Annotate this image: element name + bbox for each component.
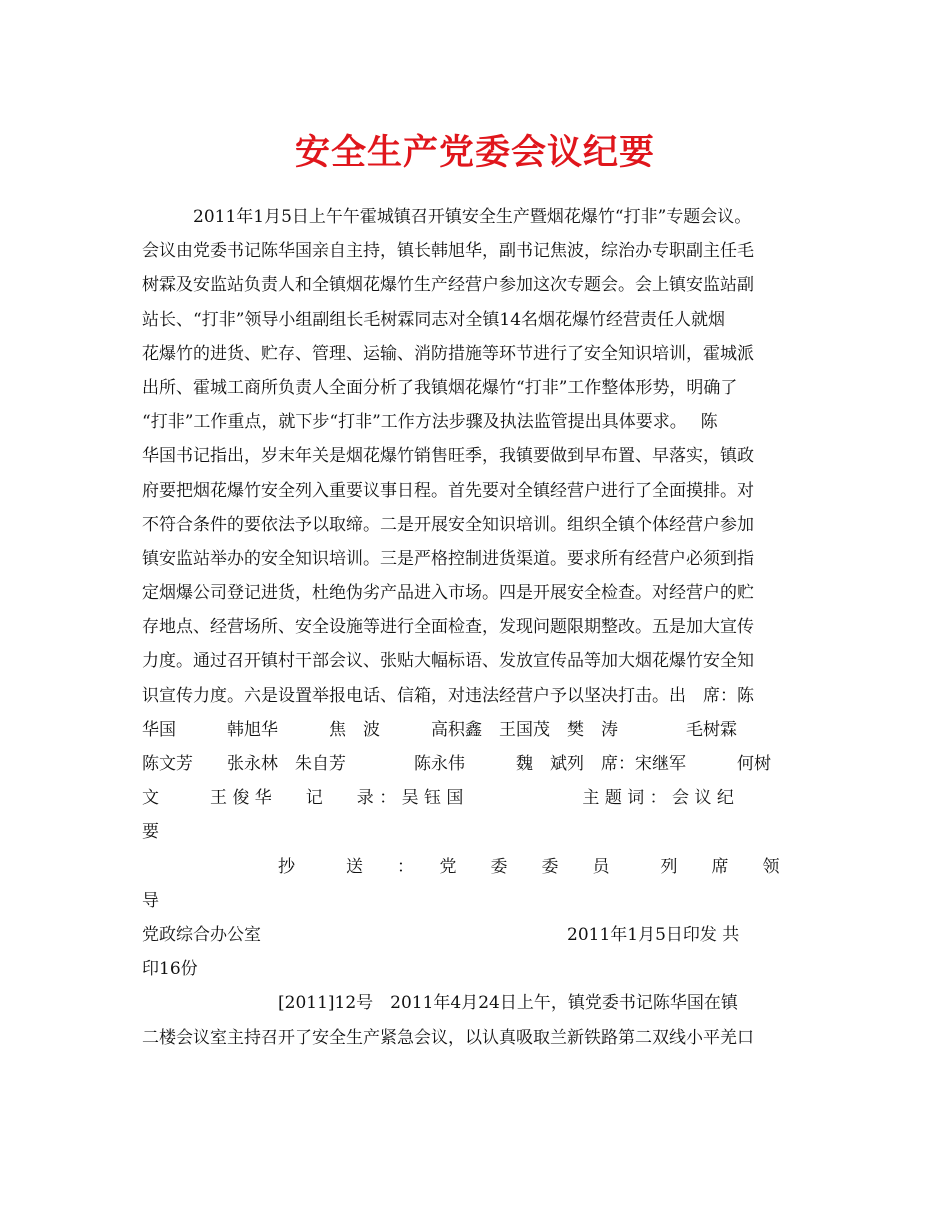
document-line: 陈文芳 张永林 朱自芳 陈永伟 魏 斌列 席：宋继军 何树 <box>142 754 771 774</box>
document-line: 定烟爆公司登记进货，杜绝伪劣产品进入市场。四是开展安全检查。对经营户的贮 <box>142 583 754 604</box>
document-line: 出所、霍城工商所负责人全面分析了我镇烟花爆竹“打非”工作整体形势，明确了 <box>142 377 738 398</box>
document-line: 会议由党委书记陈华国亲自主持，镇长韩旭华，副书记焦波，综治办专职副主任毛 <box>142 241 754 262</box>
document-line: 二楼会议室主持召开了安全生产紧急会议，以认真吸取兰新铁路第二双线小平羌口 <box>142 1027 754 1048</box>
document-line: 花爆竹的进货、贮存、管理、运输、消防措施等环节进行了安全知识培训，霍城派 <box>142 343 754 364</box>
document-line: 不符合条件的要依法予以取缔。二是开展安全知识培训。组织全镇个体经营户参加 <box>142 514 754 535</box>
document-line: 镇安监站举办的安全知识培训。三是严格控制进货渠道。要求所有经营户必须到指 <box>142 548 754 569</box>
document-line: 力度。通过召开镇村干部会议、张贴大幅标语、发放宣传品等加大烟花爆竹安全知 <box>142 651 754 672</box>
document-line: 存地点、经营场所、安全设施等进行全面检查，发现问题限期整改。五是加大宣传 <box>142 617 754 638</box>
document-line: 华国 韩旭华 焦 波 高积鑫 王国茂 樊 涛 毛树霖 <box>142 719 737 740</box>
document-line: 2011年1月5日上午午霍城镇召开镇安全生产暨烟花爆竹“打非”专题会议。 <box>142 207 752 227</box>
document-line: 文 王 俊 华 记 录 ： 吴 钰 国 主 题 词 ： 会 议 纪 <box>142 788 734 809</box>
document-line: 华国书记指出，岁末年关是烟花爆竹销售旺季，我镇要做到早布置、早落实，镇政 <box>142 446 754 467</box>
document-line: 识宣传力度。六是设置举报电话、信箱，对违法经营户予以坚决打击。出 席：陈 <box>142 685 754 706</box>
document-line: 要 <box>142 822 159 843</box>
document-line: 树霖及安监站负责人和全镇烟花爆竹生产经营户参加这次专题会。会上镇安监站副 <box>142 275 754 296</box>
document-line: “打非”工作重点，就下步“打非”工作方法步骤及执法监管提出具体要求。 陈 <box>142 412 718 433</box>
document-line: 抄 送 ： 党 委 委 员 列 席 领 <box>142 856 780 877</box>
document-line: 导 <box>142 890 159 911</box>
document-body <box>142 200 817 1055</box>
document-line: 站长、“打非”领导小组副组长毛树霖同志对全镇14名烟花爆竹经营责任人就烟 <box>142 309 726 330</box>
document-line: 党政综合办公室 2011年1月5日印发 共 <box>142 924 740 945</box>
document-title: 安全生产党委会议纪要 <box>294 132 655 173</box>
document-line: 印16份 <box>142 959 198 980</box>
document-line: 府要把烟花爆竹安全列入重要议事日程。首先要对全镇经营户进行了全面摸排。对 <box>142 480 754 501</box>
document-line: [2011]12号 2011年4月24日上午，镇党委书记陈华国在镇 <box>142 993 738 1014</box>
